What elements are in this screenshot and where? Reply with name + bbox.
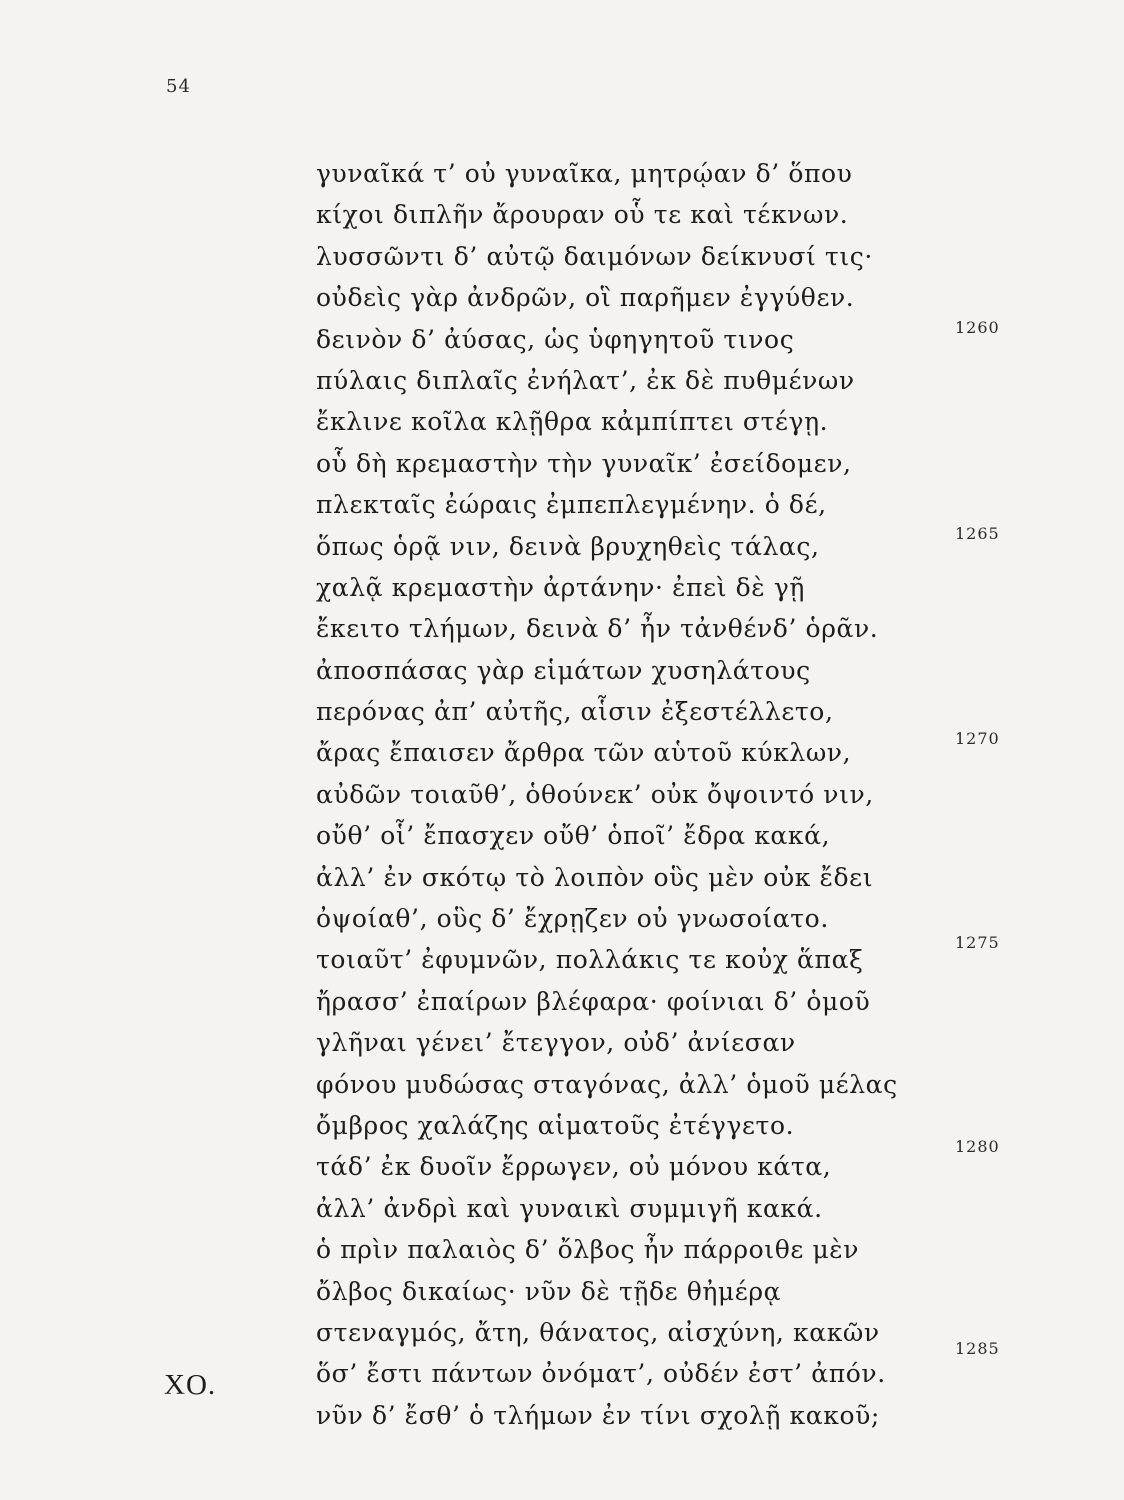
- verse-line: ἤρασσ’ ἐπαίρων βλέφαρα· φοίνιαι δ’ ὁμοῦ: [316, 986, 871, 1016]
- verse-line: πύλαις διπλαῖς ἐνήλατ’, ἐκ δὲ πυθμένων: [316, 365, 855, 395]
- verse-block: [316, 153, 956, 1436]
- verse-line: χαλᾷ κρεμαστὴν ἀρτάνην· ἐπεὶ δὲ γῇ: [316, 572, 805, 602]
- verse-line: ἀλλ’ ἀνδρὶ καὶ γυναικὶ συμμιγῆ κακά.: [316, 1193, 823, 1223]
- verse-line: πλεκταῖς ἐώραις ἐμπεπλεγμένην. ὁ δέ,: [316, 490, 827, 520]
- line-number: 1260: [955, 318, 1000, 337]
- verse-line: στεναγμός, ἄτη, θάνατος, αἰσχύνη, κακῶν: [316, 1317, 880, 1347]
- verse-line: ὅπως ὁρᾷ νιν, δεινὰ βρυχηθεὶς τάλας,: [316, 531, 820, 561]
- verse-line: ὁ πρὶν παλαιὸς δ’ ὄλβος ἦν πάρροιθε μὲν: [316, 1235, 860, 1265]
- line-number: 1270: [955, 729, 1000, 748]
- verse-line: αὐδῶν τοιαῦθ’, ὁθούνεκ’ οὐκ ὄψοιντό νιν,: [316, 779, 874, 809]
- verse-line: οὗ δὴ κρεμαστὴν τὴν γυναῖκ’ ἐσείδομεν,: [316, 448, 852, 478]
- verse-line: ἄρας ἔπαισεν ἄρθρα τῶν αὑτοῦ κύκλων,: [316, 738, 852, 768]
- verse-line: ἀποσπάσας γὰρ εἱμάτων χυσηλάτους: [316, 655, 811, 685]
- line-number: 1275: [955, 933, 1000, 952]
- verse-line: ἔκλινε κοῖλα κλῇθρα κἀμπίπτει στέγῃ.: [316, 407, 829, 437]
- verse-line: γλῆναι γένει’ ἔτεγγον, οὐδ’ ἀνίεσαν: [316, 1028, 796, 1058]
- line-number: 1265: [955, 524, 1000, 543]
- verse-line: ὅσ’ ἔστι πάντων ὀνόματ’, οὐδέν ἐστ’ ἀπόν.: [316, 1359, 886, 1389]
- verse-line: ὀψοίαθ’, οὓς δ’ ἔχρῃζεν οὐ γνωσοίατο.: [316, 904, 829, 934]
- verse-line: ὄλβος δικαίως· νῦν δὲ τῇδε θἠμέρᾳ: [316, 1276, 782, 1306]
- speaker-label: ΧΟ.: [164, 1369, 217, 1401]
- verse-line: ὄμβρος χαλάζης αἱματοῦς ἐτέγγετο.: [316, 1110, 795, 1140]
- verse-line: οὐδεὶς γὰρ ἀνδρῶν, οἳ παρῆμεν ἐγγύθεν.: [316, 283, 855, 313]
- verse-line: τάδ’ ἐκ δυοῖν ἔρρωγεν, οὐ μόνου κάτα,: [316, 1152, 832, 1182]
- verse-line: περόνας ἀπ’ αὐτῆς, αἷσιν ἐξεστέλλετο,: [316, 697, 834, 727]
- verse-line: ἀλλ’ ἐν σκότῳ τὸ λοιπὸν οὓς μὲν οὐκ ἔδει: [316, 862, 874, 892]
- verse-line: γυναῖκά τ’ οὐ γυναῖκα, μητρῴαν δ’ ὅπου: [316, 159, 853, 188]
- verse-line: φόνου μυδώσας σταγόνας, ἀλλ’ ὁμοῦ μέλας: [316, 1069, 898, 1099]
- verse-line: ἔκειτο τλήμων, δεινὰ δ’ ἦν τἀνθένδ’ ὁρᾶν.: [316, 614, 879, 644]
- line-number: 1285: [955, 1339, 1000, 1358]
- verse-line: τοιαῦτ’ ἐφυμνῶν, πολλάκις τε κοὐχ ἅπαξ: [316, 945, 864, 975]
- verse-line: οὔθ’ οἷ’ ἔπασχεν οὔθ’ ὁποῖ’ ἔδρα κακά,: [316, 821, 831, 851]
- verse-line: κίχοι διπλῆν ἄρουραν οὗ τε καὶ τέκνων.: [316, 200, 849, 230]
- verse-line: δεινὸν δ’ ἀύσας, ὡς ὑφηγητοῦ τινος: [316, 324, 795, 354]
- line-number: 1280: [955, 1137, 1000, 1156]
- verse-line: νῦν δ’ ἔσθ’ ὁ τλήμων ἐν τίνι σχολῇ κακοῦ;: [316, 1400, 880, 1430]
- verse-line: λυσσῶντι δ’ αὐτῷ δαιμόνων δείκνυσί τις·: [316, 241, 873, 271]
- page-number: 54: [166, 76, 191, 97]
